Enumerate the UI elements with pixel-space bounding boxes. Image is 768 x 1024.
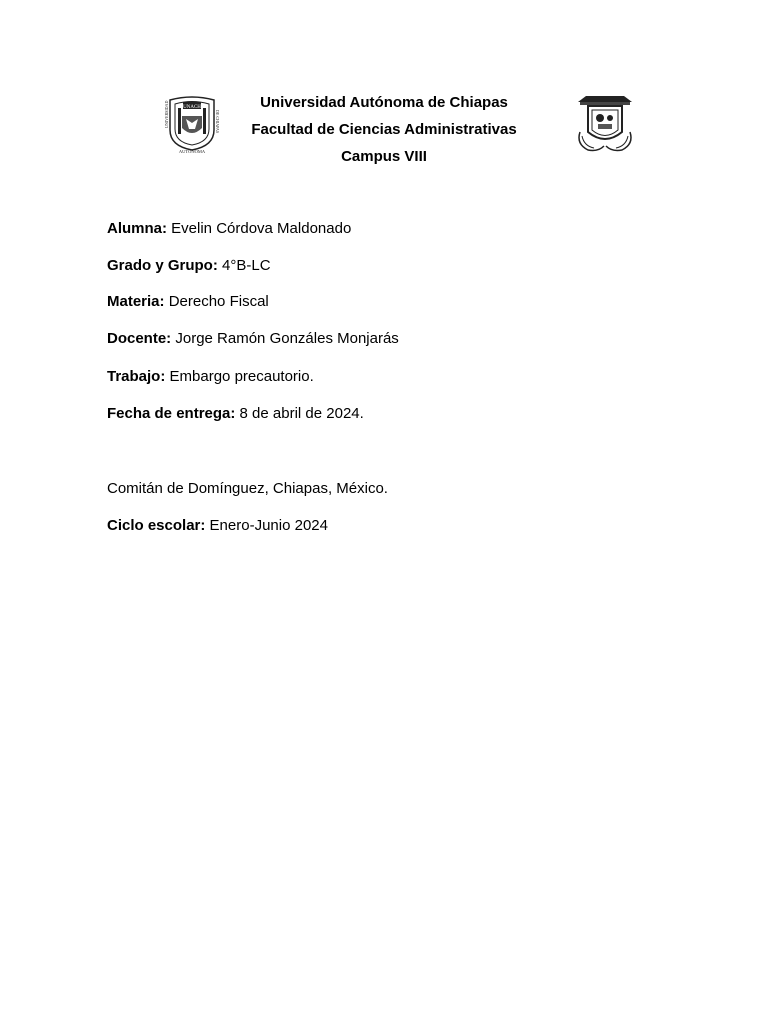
campus-name: Campus VIII bbox=[341, 148, 427, 165]
grade-group-value: 4°B-LC bbox=[222, 257, 271, 274]
svg-text:UNACH: UNACH bbox=[183, 105, 201, 110]
subject-label: Materia: bbox=[107, 293, 165, 310]
school-year-label: Ciclo escolar: bbox=[107, 517, 206, 534]
student-label: Alumna: bbox=[107, 220, 167, 237]
due-date-label: Fecha de entrega: bbox=[107, 405, 236, 422]
assignment-field bbox=[107, 368, 314, 386]
faculty-name: Facultad de Ciencias Administrativas bbox=[251, 121, 517, 138]
institution-header bbox=[234, 89, 534, 170]
university-seal-icon bbox=[162, 94, 222, 154]
svg-text:AUTONOMA: AUTONOMA bbox=[178, 149, 206, 154]
faculty-emblem-icon bbox=[574, 92, 636, 156]
svg-text:UNIVERSIDAD: UNIVERSIDAD bbox=[164, 100, 169, 128]
subject-value: Derecho Fiscal bbox=[168, 293, 269, 310]
subject-field bbox=[107, 293, 269, 311]
grade-group-label: Grado y Grupo: bbox=[107, 257, 218, 274]
school-year-value: Enero-Junio 2024 bbox=[209, 517, 328, 534]
location-line bbox=[107, 480, 388, 498]
school-year-field bbox=[107, 517, 328, 535]
svg-text:DE CHIAPAS: DE CHIAPAS bbox=[215, 110, 220, 134]
teacher-value: Jorge Ramón Gonzáles Monjarás bbox=[175, 330, 399, 347]
teacher-label: Docente: bbox=[107, 330, 172, 347]
university-name: Universidad Autónoma de Chiapas bbox=[260, 94, 508, 111]
student-value: Evelin Córdova Maldonado bbox=[171, 220, 352, 237]
assignment-value: Embargo precautorio. bbox=[169, 368, 314, 385]
due-date-value: 8 de abril de 2024. bbox=[239, 405, 364, 422]
grade-group-field bbox=[107, 257, 271, 275]
due-date-field bbox=[107, 405, 364, 423]
teacher-field bbox=[107, 330, 399, 348]
location-text: Comitán de Domínguez, Chiapas, México. bbox=[107, 480, 388, 497]
student-field bbox=[107, 220, 351, 238]
assignment-label: Trabajo: bbox=[107, 368, 166, 385]
